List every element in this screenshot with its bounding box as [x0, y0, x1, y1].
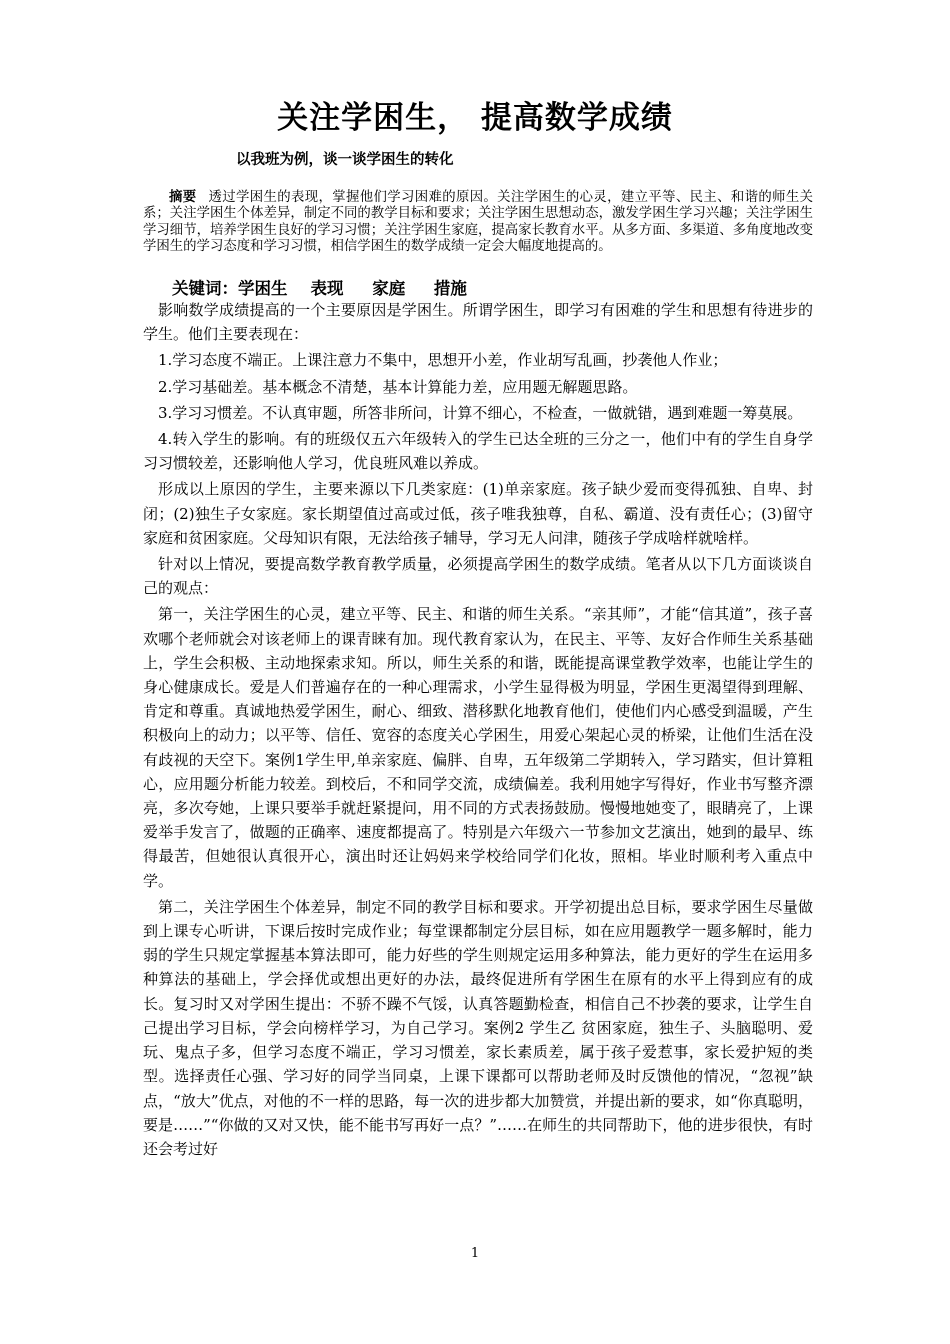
abstract-label: 摘要	[169, 190, 197, 205]
abstract-text: 透过学困生的表现，掌握他们学习困难的原因。关注学困生的心灵，建立平等、民主、和谐的师生关系；关注学困生个体差异，制定不同的教学目标和要求；关注学困生思想动态，激发学困生学习兴趣；关注学困生学习细节，培养学困生良好的学习习惯；关注学困生家庭，提高家长教育水平。从多方面、多渠道、多角度地改变学困生的学习态度和学习习惯，相信学困生的数学成绩一定会大幅度地提高的。	[143, 190, 814, 255]
page-title: 关注学困生， 提高数学成绩	[277, 100, 673, 136]
paragraph: 针对以上情况，要提高数学教育教学质量，必须提高学困生的数学成绩。笔者从以下几方面谈谈自己的观点：	[143, 555, 813, 598]
body-text	[143, 298, 813, 1163]
paragraph: 影响数学成绩提高的一个主要原因是学困生。所谓学困生，即学习有困难的学生和思想有待进步的学生。他们主要表现在：	[143, 301, 813, 344]
page-number: 1	[470, 1246, 480, 1261]
paragraph: 第二，关注学困生个体差异，制定不同的教学目标和要求。开学初提出总目标，要求学困生尽量做到上课专心听讲，下课后按时完成作业；每堂课都制定分层目标，如在应用题教学一题多解时，能力弱的学生只规定掌握基本算法即可，能力好些的学生则规定运用多种算法，能力更好的学生在运用多种算法的基础上，学会择优或想出更好的办法，最终促进所有学困生在原有的水平上得到应有的成长。复习时又对学困生提出：不骄不躁不气馁，认真答题勤检查，相信自己不抄袭的要求，让学生自己提出学习目标，学会向榜样学习，为自己学习。案例2 学生乙 贫困家庭，独生子、头脑聪明、爱玩、鬼点子多，但学习态度不端正，学习习惯差，家长素质差，属于孩子爱惹事，家长爱护短的类型。选择责任心强、学习好的同学当同桌，上课下课都可以帮助老师及时反馈他的情况，“忽视”缺点，“放大”优点，对他的不一样的思路，每一次的进步都大加赞赏，并提出新的要求，如“你真聪明，要是……”“你做的又对又快，能不能书写再好一点？”……在师生的共同帮助下，他的进步很快，有时还会考过好	[143, 897, 813, 1158]
paragraph: 1.学习态度不端正。上课注意力不集中，思想开小差，作业胡写乱画，抄袭他人作业；	[158, 351, 728, 370]
paragraph: 3.学习习惯差。不认真审题，所答非所问，计算不细心，不检查，一做就错，遇到难题一筹莫展。	[158, 403, 803, 422]
abstract	[143, 190, 813, 256]
paragraph: 第一，关注学困生的心灵，建立平等、民主、和谐的师生关系。“亲其师”，才能“信其道”，孩子喜欢哪个老师就会对该老师上的课青睐有加。现代教育家认为，在民主、平等、友好合作师生关系基础上，学生会积极、主动地探索求知。所以，师生关系的和谐，既能提高课堂教学效率，也能让学生的身心健康成长。爱是人们普遍存在的一种心理需求，小学生显得极为明显，学困生更渴望得到理解、肯定和尊重。真诚地热爱学困生，耐心、细致、潜移默化地教育他们，使他们内心感受到温暖，产生积极向上的动力；以平等、信任、宽容的态度关心学困生，用爱心架起心灵的桥梁，让他们生活在没有歧视的天空下。案例1学生甲,单亲家庭、偏胖、自卑，五年级第二学期转入，学习踏实，但计算粗心，应用题分析能力较差。到校后，不和同学交流，成绩偏差。我利用她字写得好，作业书写整齐漂亮，多次夸她，上课只要举手就赶紧提问，用不同的方式表扬鼓励。慢慢地她变了，眼睛亮了，上课爱举手发言了，做题的正确率、速度都提高了。特别是六年级六一节参加文艺演出，她到的最早、练得最苦，但她很认真很开心，演出时还让妈妈来学校给同学们化妆，照相。毕业时顺利考入重点中学。	[143, 605, 813, 890]
keywords: 关键词：学困生 表现 家庭 措施	[172, 279, 467, 298]
paragraph: 2.学习基础差。基本概念不清楚，基本计算能力差，应用题无解题思路。	[158, 377, 638, 396]
page-subtitle: 以我班为例，谈一谈学困生的转化	[236, 152, 454, 168]
paragraph: 4.转入学生的影响。有的班级仅五六年级转入的学生已达全班的三分之一，他们中有的学生自身学习习惯较差，还影响他人学习，优良班风难以养成。	[143, 430, 813, 473]
paragraph: 形成以上原因的学生，主要来源以下几类家庭：(1)单亲家庭。孩子缺少爱而变得孤独、自卑、封闭；(2)独生子女家庭。家长期望值过高或过低，孩子唯我独尊，自私、霸道、没有责任心；(3)留守家庭和贫困家庭。父母知识有限，无法给孩子辅导，学习无人问津，随孩子学成啥样就啥样。	[143, 480, 813, 547]
